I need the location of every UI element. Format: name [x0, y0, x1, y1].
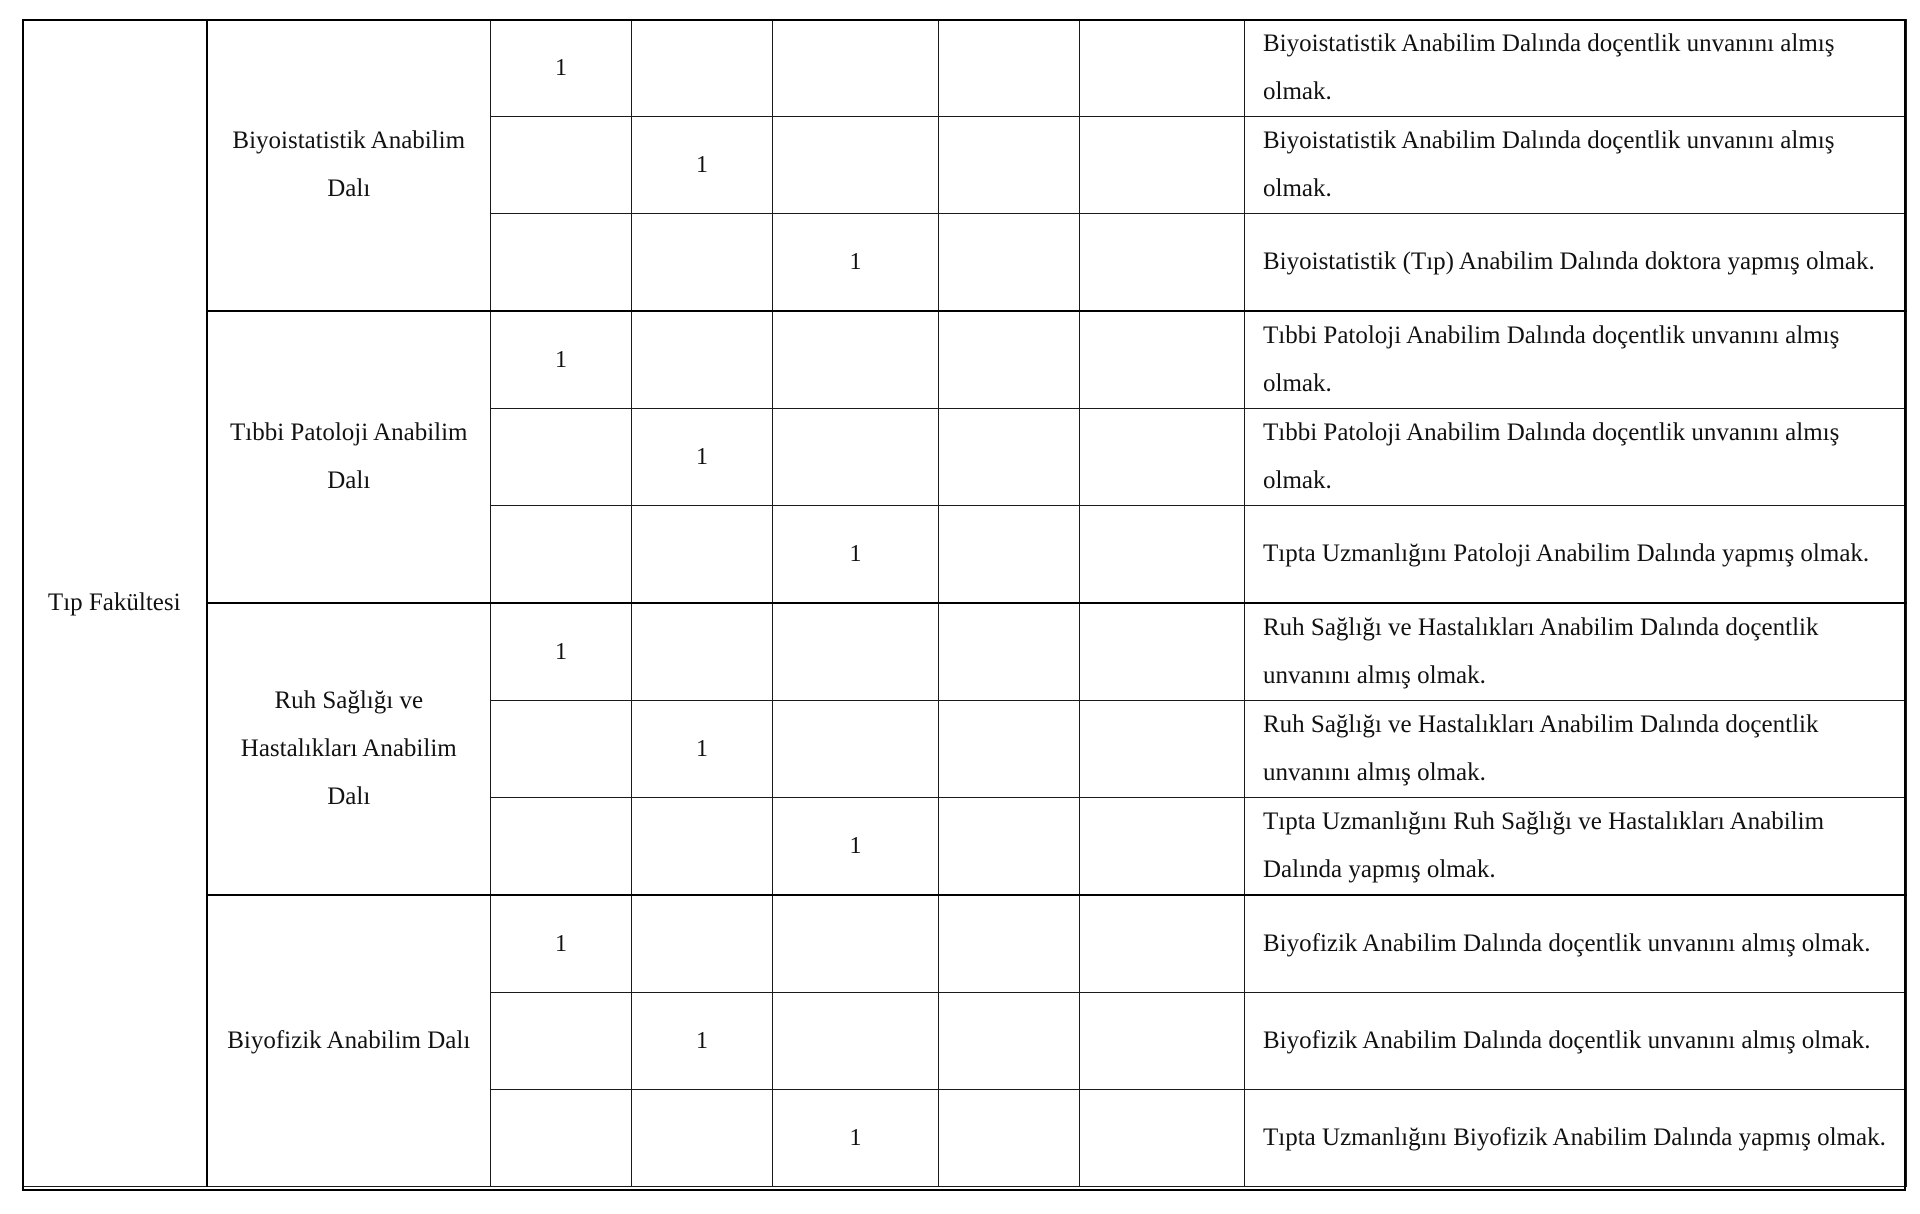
- requirement-cell: Tıpta Uzmanlığını Ruh Sağlığı ve Hastalıkları Anabilim Dalında yapmış olmak.: [1245, 798, 1907, 896]
- position-count-cell: [1080, 993, 1245, 1090]
- requirement-cell: Tıbbi Patoloji Anabilim Dalında doçentlik unvanını almış olmak.: [1245, 409, 1907, 506]
- position-count-cell: [939, 798, 1080, 896]
- requirement-cell: Ruh Sağlığı ve Hastalıkları Anabilim Dalında doçentlik unvanını almış olmak.: [1245, 701, 1907, 798]
- position-count-cell: 1: [632, 117, 773, 214]
- position-count-cell: [939, 20, 1080, 117]
- position-count-cell: [1080, 603, 1245, 701]
- requirement-cell: Biyofizik Anabilim Dalında doçentlik unvanını almış olmak.: [1245, 993, 1907, 1090]
- position-count-cell: [773, 409, 939, 506]
- requirement-cell: Biyoistatistik (Tıp) Anabilim Dalında doktora yapmış olmak.: [1245, 214, 1907, 312]
- position-count-cell: [1080, 895, 1245, 993]
- table-body: [23, 20, 1907, 1187]
- table-row: [23, 603, 1907, 701]
- position-count-cell: [632, 603, 773, 701]
- position-count-cell: [1080, 701, 1245, 798]
- position-count-cell: [632, 798, 773, 896]
- position-count-cell: 1: [632, 993, 773, 1090]
- position-count-cell: [491, 993, 632, 1090]
- department-name-cell: Ruh Sağlığı ve Hastalıkları Anabilim Dalı: [207, 603, 491, 895]
- requirement-cell: Tıpta Uzmanlığını Biyofizik Anabilim Dalında yapmış olmak.: [1245, 1090, 1907, 1187]
- position-count-cell: 1: [773, 1090, 939, 1187]
- requirement-cell: Biyofizik Anabilim Dalında doçentlik unvanını almış olmak.: [1245, 895, 1907, 993]
- position-count-cell: 1: [632, 409, 773, 506]
- position-count-cell: [491, 701, 632, 798]
- position-count-cell: [939, 117, 1080, 214]
- position-count-cell: [939, 311, 1080, 409]
- position-count-cell: 1: [632, 701, 773, 798]
- position-count-cell: [491, 506, 632, 604]
- position-count-cell: [939, 603, 1080, 701]
- position-count-cell: [1080, 409, 1245, 506]
- requirement-cell: Ruh Sağlığı ve Hastalıkları Anabilim Dalında doçentlik unvanını almış olmak.: [1245, 603, 1907, 701]
- position-count-cell: [939, 993, 1080, 1090]
- position-count-cell: [773, 117, 939, 214]
- position-count-cell: [1080, 798, 1245, 896]
- position-count-cell: [773, 603, 939, 701]
- position-count-cell: [773, 20, 939, 117]
- position-count-cell: [773, 701, 939, 798]
- position-count-cell: [939, 214, 1080, 312]
- position-count-cell: [773, 311, 939, 409]
- position-count-cell: [939, 506, 1080, 604]
- position-count-cell: [1080, 1090, 1245, 1187]
- position-count-cell: [491, 117, 632, 214]
- faculty-cell: Tıp Fakültesi: [23, 20, 207, 1187]
- position-count-cell: [491, 409, 632, 506]
- position-count-cell: [773, 993, 939, 1090]
- table-row: [23, 20, 1907, 117]
- position-count-cell: [1080, 214, 1245, 312]
- department-name-cell: Tıbbi Patoloji Anabilim Dalı: [207, 311, 491, 603]
- position-count-cell: 1: [491, 20, 632, 117]
- position-count-cell: [491, 798, 632, 896]
- position-count-cell: [939, 895, 1080, 993]
- requirement-cell: Biyoistatistik Anabilim Dalında doçentlik unvanını almış olmak.: [1245, 20, 1907, 117]
- position-count-cell: [491, 1090, 632, 1187]
- position-count-cell: 1: [773, 506, 939, 604]
- position-count-cell: [939, 701, 1080, 798]
- position-count-cell: [939, 409, 1080, 506]
- requirement-cell: Tıpta Uzmanlığını Patoloji Anabilim Dalında yapmış olmak.: [1245, 506, 1907, 604]
- requirement-cell: Biyoistatistik Anabilim Dalında doçentlik unvanını almış olmak.: [1245, 117, 1907, 214]
- position-count-cell: [939, 1090, 1080, 1187]
- position-count-cell: [1080, 506, 1245, 604]
- table-row: [23, 311, 1907, 409]
- position-count-cell: 1: [773, 798, 939, 896]
- table-row: [23, 895, 1907, 993]
- position-count-cell: 1: [491, 311, 632, 409]
- position-count-cell: [632, 214, 773, 312]
- department-name-cell: Biyoistatistik Anabilim Dalı: [207, 20, 491, 312]
- position-count-cell: [1080, 117, 1245, 214]
- position-count-cell: [632, 895, 773, 993]
- position-count-cell: [1080, 311, 1245, 409]
- position-count-cell: [773, 895, 939, 993]
- position-count-cell: [632, 20, 773, 117]
- position-count-cell: 1: [491, 895, 632, 993]
- position-count-cell: 1: [773, 214, 939, 312]
- staff-requirements-table: [22, 19, 1907, 1187]
- position-count-cell: [1080, 20, 1245, 117]
- position-count-cell: [491, 214, 632, 312]
- position-count-cell: [632, 311, 773, 409]
- position-count-cell: 1: [491, 603, 632, 701]
- department-name-cell: Biyofizik Anabilim Dalı: [207, 895, 491, 1187]
- position-count-cell: [632, 506, 773, 604]
- position-count-cell: [632, 1090, 773, 1187]
- requirement-cell: Tıbbi Patoloji Anabilim Dalında doçentlik unvanını almış olmak.: [1245, 311, 1907, 409]
